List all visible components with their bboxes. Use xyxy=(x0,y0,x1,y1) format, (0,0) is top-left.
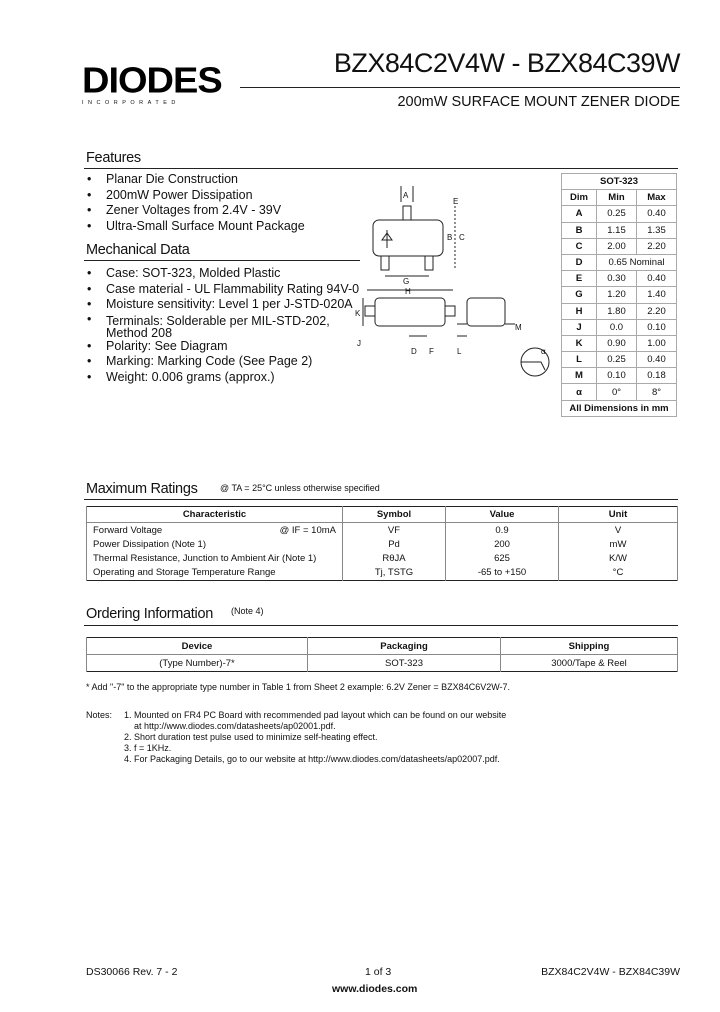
footer-website-link[interactable]: www.diodes.com xyxy=(332,983,418,995)
features-divider xyxy=(84,168,678,169)
table-row: α 0° 8° xyxy=(562,384,677,400)
bottom-lead-left xyxy=(381,256,389,270)
label-a: A xyxy=(403,191,409,200)
features-heading: Features xyxy=(86,150,141,166)
list-item: • Moisture sensitivity: Level 1 per J-STD-020A xyxy=(84,297,359,313)
sot-header-dim: Dim xyxy=(562,190,597,206)
footer-part-range: BZX84C2V4W - BZX84C39W xyxy=(541,966,680,978)
table-row: (Type Number)-7* SOT-323 3000/Tape & Reel xyxy=(87,655,678,672)
ordering-header-device: Device xyxy=(87,638,308,655)
table-row: B 1.15 1.35 xyxy=(562,222,677,238)
table-row: Operating and Storage Temperature Range Tj, TSTG -65 to +150 °C xyxy=(87,566,678,581)
package-outline-diagram xyxy=(355,178,555,378)
mechanical-list xyxy=(84,266,359,386)
ratings-header-value: Value xyxy=(446,507,559,523)
label-f: F xyxy=(429,347,434,356)
label-j: J xyxy=(357,339,361,348)
list-item: • Polarity: See Diagram xyxy=(84,339,359,355)
table-row: L 0.25 0.40 xyxy=(562,352,677,368)
header-divider xyxy=(240,87,680,88)
page-title: BZX84C2V4W - BZX84C39W xyxy=(333,48,680,78)
label-e: E xyxy=(453,197,459,206)
table-row: Forward Voltage @ IF = 10mA VF 0.9 V xyxy=(87,523,678,538)
ratings-header-symbol: Symbol xyxy=(343,507,446,523)
features-list xyxy=(84,172,305,234)
label-g: G xyxy=(403,277,410,286)
sot-table-title: SOT-323 xyxy=(562,174,677,190)
ordering-footnote: * Add "-7" to the appropriate type number in Table 1 from Sheet 2 example: 6.2V Zener = BZX84C6V2W-7. xyxy=(86,682,511,692)
list-item: • Zener Voltages from 2.4V - 39V xyxy=(84,203,305,219)
label-alpha: α xyxy=(541,347,546,356)
note-1: 1. Mounted on FR4 PC Board with recommended pad layout which can be found on our website xyxy=(124,710,507,720)
ratings-heading: Maximum Ratings xyxy=(86,481,198,497)
table-row: M 0.10 0.18 xyxy=(562,368,677,384)
maximum-ratings-table xyxy=(86,506,678,581)
ratings-condition: @ TA = 25°C unless otherwise specified xyxy=(220,483,380,493)
diodes-logo xyxy=(82,62,232,108)
side-lead-left xyxy=(365,306,375,316)
list-item: • Ultra-Small Surface Mount Package xyxy=(84,219,305,235)
ordering-note-ref: (Note 4) xyxy=(231,606,264,616)
note-1-cont: at http://www.diodes.com/datasheets/ap02001.pdf. xyxy=(134,721,336,731)
mechanical-divider xyxy=(84,260,360,261)
table-row: K 0.90 1.00 xyxy=(562,335,677,351)
page-subtitle: 200mW SURFACE MOUNT ZENER DIODE xyxy=(397,94,680,110)
logo-subtext: INCORPORATED xyxy=(82,100,180,106)
list-item xyxy=(84,313,359,339)
ratings-divider xyxy=(84,499,678,500)
sot-table-footer: All Dimensions in mm xyxy=(562,400,677,416)
ordering-header-shipping: Shipping xyxy=(501,638,678,655)
label-m: M xyxy=(515,323,522,332)
table-row: Thermal Resistance, Junction to Ambient Air (Note 1) RθJA 625 K/W xyxy=(87,551,678,565)
side-view-body xyxy=(375,298,445,326)
table-row: E 0.30 0.40 xyxy=(562,271,677,287)
bottom-lead-right xyxy=(425,256,433,270)
list-item: • 200mW Power Dissipation xyxy=(84,188,305,204)
table-row: A 0.25 0.40 xyxy=(562,206,677,222)
table-row: J 0.0 0.10 xyxy=(562,319,677,335)
terminals-method: Method 208 xyxy=(106,325,173,340)
sot323-dimension-table xyxy=(561,173,677,417)
table-row: H 1.80 2.20 xyxy=(562,303,677,319)
label-h: H xyxy=(405,287,411,296)
label-c: C xyxy=(459,233,465,242)
label-l: L xyxy=(457,347,462,356)
ordering-heading: Ordering Information xyxy=(86,606,213,622)
table-row: D 0.65 Nominal xyxy=(562,254,677,270)
list-item: • Marking: Marking Code (See Page 2) xyxy=(84,354,359,370)
sot-header-min: Min xyxy=(597,190,637,206)
top-lead xyxy=(403,206,411,220)
list-item: • Case material - UL Flammability Rating 94V-0 xyxy=(84,282,359,298)
note-4: 4. For Packaging Details, go to our website at http://www.diodes.com/datasheets/ap02007.pdf. xyxy=(124,754,500,764)
footer-page-number: 1 of 3 xyxy=(365,966,392,978)
logo-text: DIODES xyxy=(82,61,222,101)
note-2: 2. Short duration test pulse used to minimize self-heating effect. xyxy=(124,732,378,742)
sot-header-max: Max xyxy=(636,190,676,206)
mechanical-heading: Mechanical Data xyxy=(86,242,190,258)
footer-doc-number: DS30066 Rev. 7 - 2 xyxy=(86,966,178,978)
ratings-header-characteristic: Characteristic xyxy=(87,507,343,523)
note-3: 3. f = 1KHz. xyxy=(124,743,172,753)
notes-label: Notes: xyxy=(86,710,113,720)
label-b: B xyxy=(447,233,453,242)
list-item: • Weight: 0.006 grams (approx.) xyxy=(84,370,359,386)
table-row: C 2.00 2.20 xyxy=(562,238,677,254)
table-row: Power Dissipation (Note 1) Pd 200 mW xyxy=(87,537,678,551)
side-lead-right xyxy=(445,306,455,316)
end-view-body xyxy=(467,298,505,326)
terminals-text: Terminals: Solderable per MIL-STD-202, xyxy=(106,313,330,328)
label-k: K xyxy=(355,309,361,318)
label-d: D xyxy=(411,347,417,356)
table-row: G 1.20 1.40 xyxy=(562,287,677,303)
ratings-header-unit: Unit xyxy=(559,507,678,523)
ordering-header-packaging: Packaging xyxy=(308,638,501,655)
list-item: • Case: SOT-323, Molded Plastic xyxy=(84,266,359,282)
ordering-divider xyxy=(84,625,678,626)
ordering-table xyxy=(86,637,678,672)
list-item: • Planar Die Construction xyxy=(84,172,305,188)
